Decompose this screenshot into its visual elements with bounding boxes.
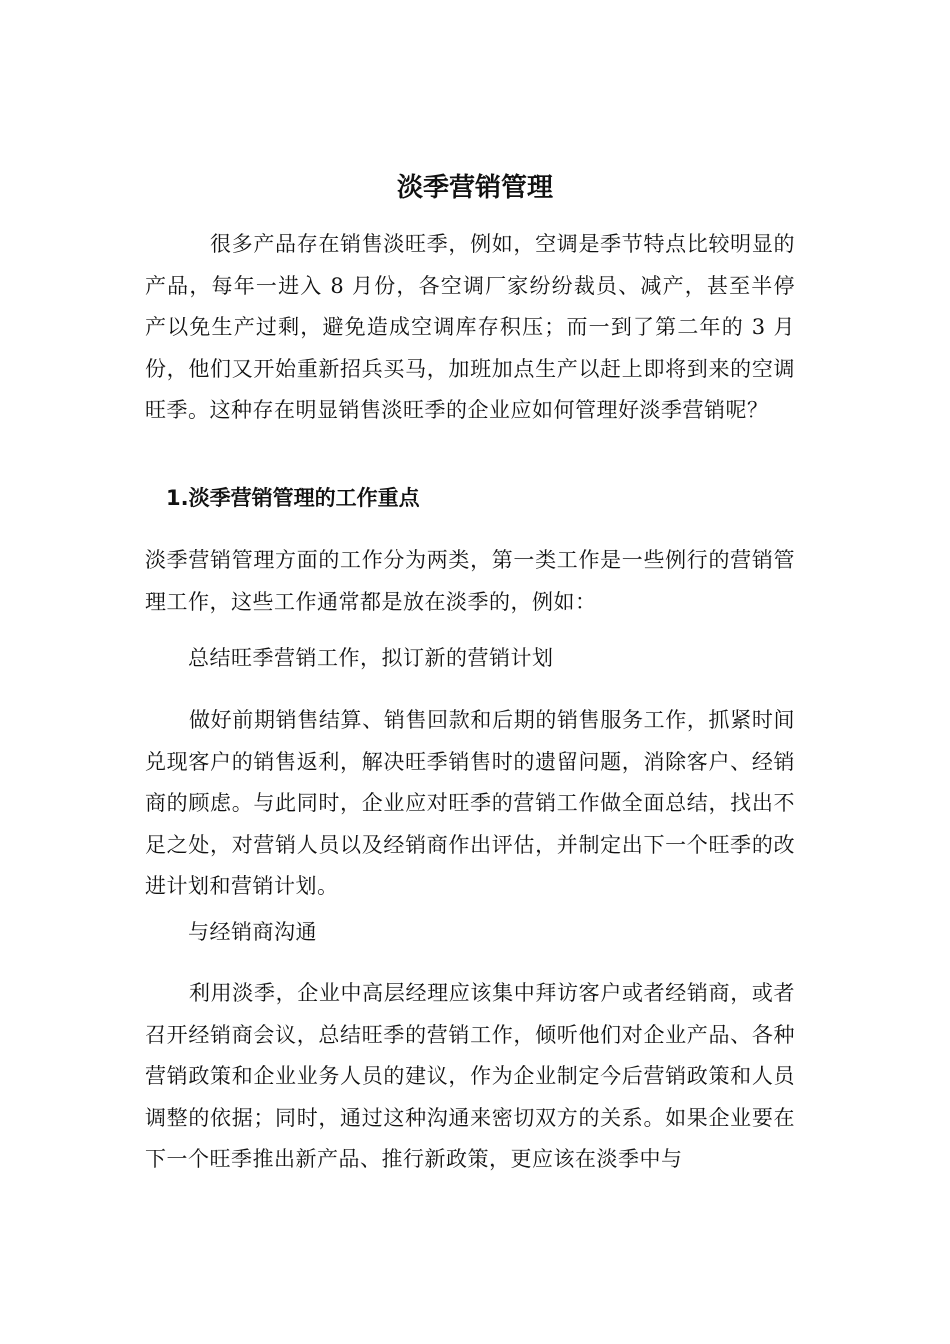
subsection-paragraph-communication: 利用淡季，企业中高层经理应该集中拜访客户或者经销商，或者召开经销商会议，总结旺季的营销工作，倾听他们对企业产品、各种营销政策和企业业务人员的建议，作为企业制定今后营销政策和人员调整的依据；同时，通过这种沟通来密切双方的关系。如果企业要在下一个旺季推出新产品、推行新政策，更应该在淡季中与 <box>145 981 795 1171</box>
subsection-heading-communication: 与经销商沟通 <box>188 920 317 944</box>
subsection-heading-summary: 总结旺季营销工作，拟订新的营销计划 <box>188 646 554 670</box>
subsection-paragraph-summary: 做好前期销售结算、销售回款和后期的销售服务工作，抓紧时间兑现客户的销售返利，解决旺季销售时的遗留问题，消除客户、经销商的顾虑。与此同时，企业应对旺季的营销工作做全面总结，找出不足之处，对营销人员以及经销商作出评估，并制定出下一个旺季的改进计划和营销计划。 <box>145 708 795 898</box>
section-paragraph: 淡季营销管理方面的工作分为两类，第一类工作是一些例行的营销管理工作，这些工作通常都是放在淡季的，例如： <box>145 548 795 614</box>
document-title: 淡季营销管理 <box>396 173 553 203</box>
section-heading: 1.淡季营销管理的工作重点 <box>166 486 420 510</box>
intro-paragraph: 很多产品存在销售淡旺季，例如，空调是季节特点比较明显的产品，每年一进入 8 月份，各空调厂家纷纷裁员、减产，甚至半停产以免生产过剩，避免造成空调库存积压；而一到了第二年的 3 月份，他们又开始重新招兵买马，加班加点生产以赶上即将到来的空调旺季。这种存在明显销售淡旺季的企业应如何管理好淡季营销呢？ <box>145 232 795 422</box>
